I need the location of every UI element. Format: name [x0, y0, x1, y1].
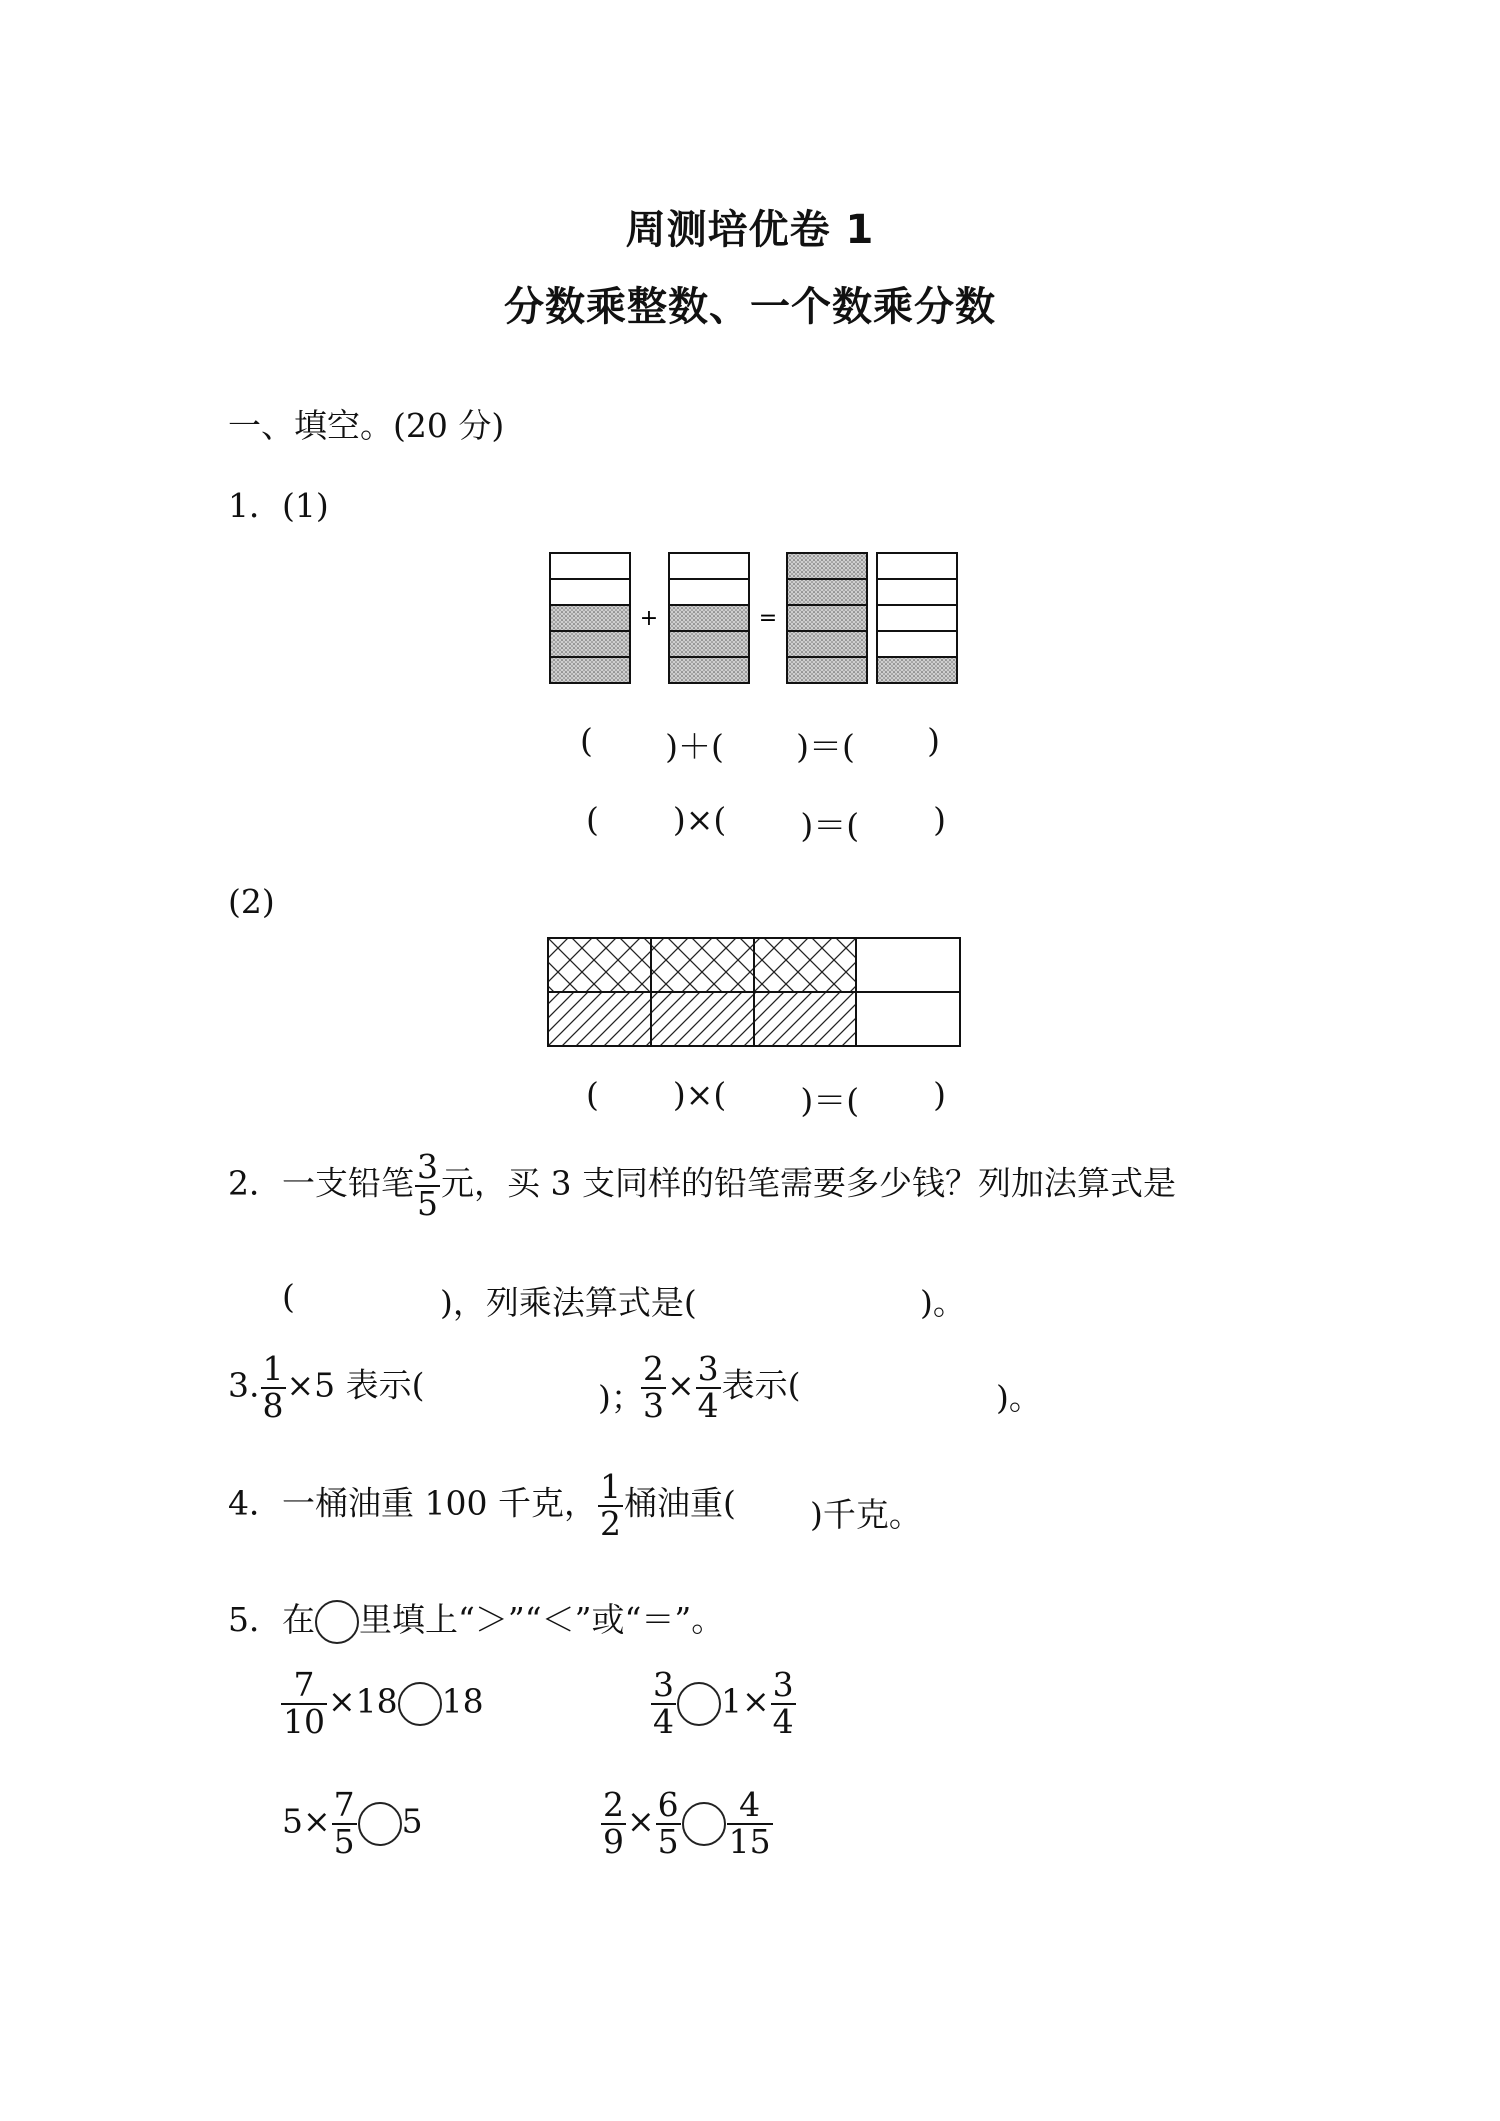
pre: 5× [282, 1801, 331, 1841]
blank-sep: )＋( [665, 727, 724, 766]
q5-prefix: 5．在 [228, 1600, 315, 1639]
q5-suffix: 里填上“＞”“＜”或“＝”。 [359, 1600, 725, 1639]
fraction: $\frac{3}{5}$ [417, 1147, 438, 1223]
q1-multiplication-blanks [586, 800, 946, 847]
q5-item-3 [282, 1785, 423, 1861]
q4-prefix: 4．一桶油重 100 千克， [228, 1483, 597, 1523]
blank-close: ) [927, 721, 940, 760]
diagonal-region [548, 992, 856, 1046]
blank-open: ( [586, 800, 599, 839]
q1-part2-diagram [546, 936, 966, 1050]
q2-line1 [228, 1147, 1176, 1223]
q2-prefix: 2．一支铅笔 [228, 1163, 414, 1203]
bar-column-4 [877, 553, 957, 683]
bar-column-3 [787, 553, 867, 683]
circle-blank-icon [315, 1600, 359, 1644]
right-value: 18 [441, 1681, 484, 1721]
blank-close: ) [933, 800, 946, 839]
q3-number: 3. [228, 1365, 260, 1405]
crosshatch-region [548, 938, 856, 992]
q1-part2-blanks [586, 1075, 946, 1122]
q2-line2-close: )。 [920, 1283, 966, 1322]
blank-sep: )＝( [796, 727, 855, 766]
answer-circle[interactable] [398, 1682, 442, 1726]
fraction: $\frac{7}{5}$ [333, 1785, 355, 1861]
right-pre: 1× [721, 1681, 770, 1721]
q5-line [228, 1594, 724, 1644]
fraction: $\frac{3}{4}$ [772, 1665, 794, 1741]
fraction: $\frac{3}{4}$ [653, 1665, 674, 1741]
q3-line [228, 1349, 425, 1425]
blank-close: ) [933, 1075, 946, 1114]
fraction: $\frac{2}{9}$ [603, 1785, 624, 1861]
q1-addition-blanks [580, 721, 940, 768]
answer-circle[interactable] [677, 1682, 721, 1726]
q3-expr2 [640, 1349, 801, 1425]
q5-item-1 [280, 1665, 484, 1741]
bar-column-2 [669, 553, 749, 683]
page-subtitle: 分数乘整数、一个数乘分数 [504, 284, 996, 330]
q1-part2-label: (2) [228, 882, 275, 921]
fraction: $\frac{3}{4}$ [697, 1349, 719, 1425]
q3-close1: )； [598, 1378, 644, 1417]
plus-sign: + [639, 606, 659, 631]
equals-sign: = [758, 606, 778, 631]
q2-line2-mid: )，列乘法算式是( [440, 1283, 697, 1322]
q4-line [228, 1467, 736, 1543]
times-sign: × [667, 1365, 695, 1405]
answer-circle[interactable] [358, 1802, 402, 1846]
q1-label: 1．(1) [228, 486, 329, 525]
blank-open: ( [586, 1075, 599, 1114]
blank-sep: )＝( [800, 806, 860, 845]
q5-item-4 [600, 1785, 774, 1861]
bar-column-1 [550, 553, 630, 683]
fraction: $\frac{7}{10}$ [283, 1665, 325, 1741]
q3-text1: ×5 表示( [286, 1365, 425, 1405]
op: ×18 [328, 1681, 398, 1721]
right-value: 5 [401, 1801, 423, 1841]
fraction: $\frac{1}{2}$ [599, 1467, 621, 1543]
blank-open: ( [580, 721, 593, 760]
blank-sep: )×( [672, 800, 727, 839]
q4-close: )千克。 [810, 1495, 922, 1534]
fraction: $\frac{6}{5}$ [657, 1785, 679, 1861]
section-heading: 一、填空。(20 分) [228, 406, 505, 445]
fraction: $\frac{2}{3}$ [643, 1349, 664, 1425]
op: × [627, 1801, 655, 1841]
answer-circle[interactable] [682, 1802, 726, 1846]
blank-sep: )＝( [800, 1081, 860, 1120]
q2-line2-open: ( [282, 1277, 295, 1316]
blank-sep: )×( [672, 1075, 727, 1114]
q4-suffix: 桶油重( [623, 1483, 736, 1523]
q3-text2: 表示( [721, 1365, 801, 1405]
q5-item-2 [650, 1665, 797, 1741]
q2-suffix: 元，买 3 支同样的铅笔需要多少钱？列加法算式是 [441, 1163, 1176, 1203]
q3-close2: )。 [996, 1378, 1042, 1417]
fraction: $\frac{4}{15}$ [728, 1785, 771, 1861]
page-title: 周测培优卷 1 [625, 207, 875, 253]
q1-bars-diagram [549, 551, 964, 686]
fraction: $\frac{1}{8}$ [262, 1349, 284, 1425]
